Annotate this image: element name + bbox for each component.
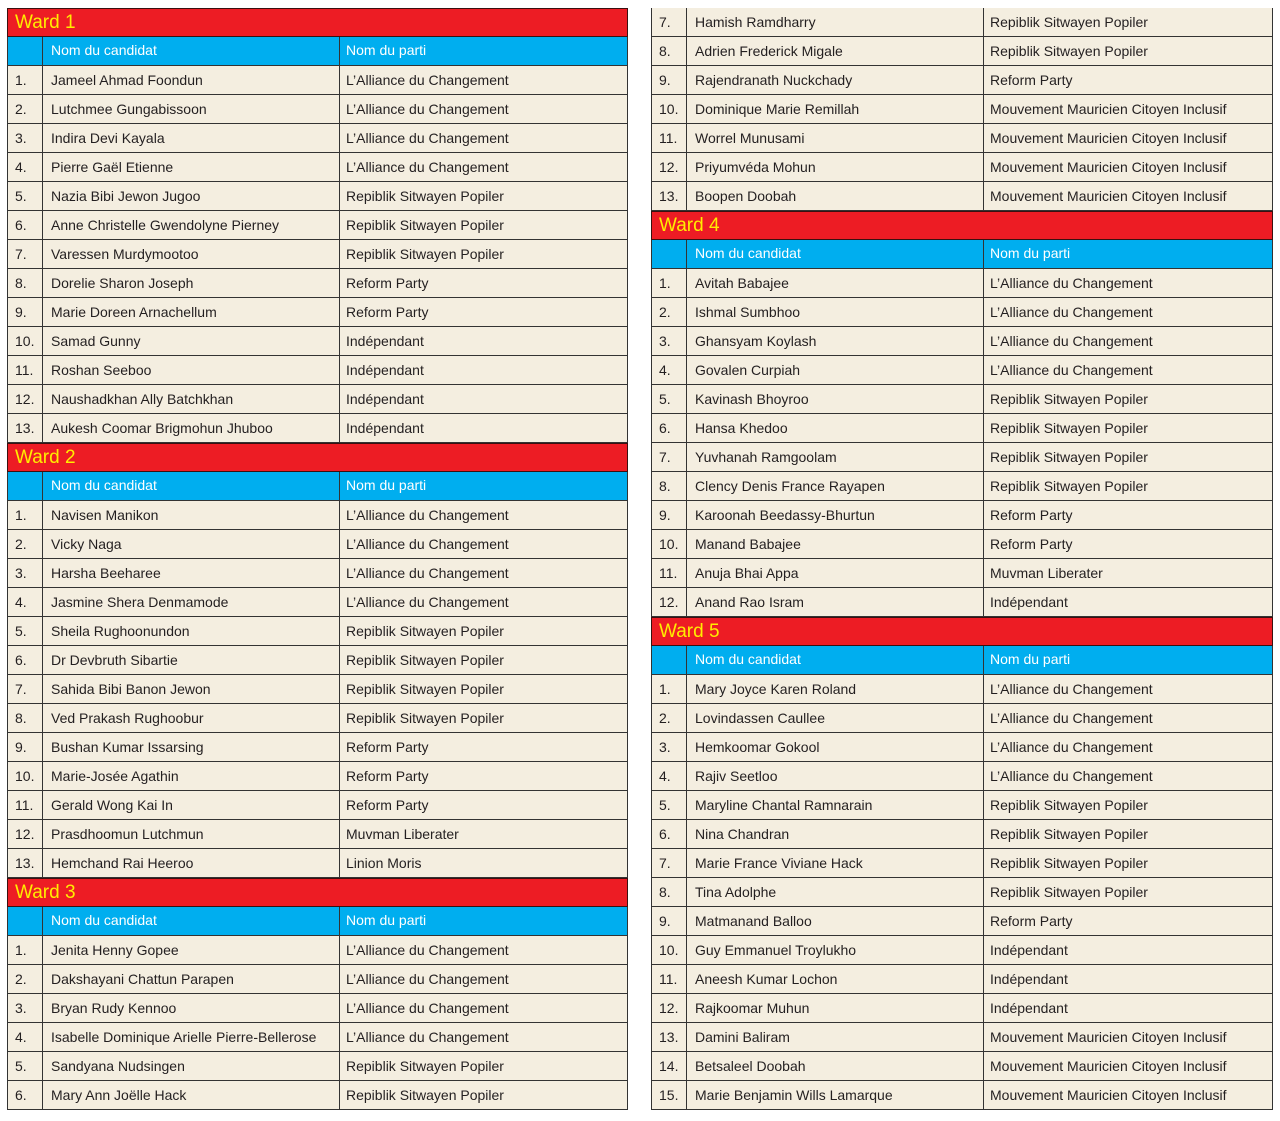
candidate-name: Guy Emmanuel Troylukho <box>687 936 984 964</box>
party-name: L’Alliance du Changement <box>346 942 509 958</box>
table-row <box>7 385 628 414</box>
party-name: L’Alliance du Changement <box>346 72 509 88</box>
candidate-name: Jenita Henny Gopee <box>43 936 340 964</box>
row-number: 10. <box>652 95 687 123</box>
candidate-name: Lovindassen Caullee <box>687 704 984 732</box>
party-name: Mouvement Mauricien Citoyen Inclusif <box>990 130 1227 146</box>
row-number: 9. <box>652 66 687 94</box>
party-name: L’Alliance du Changement <box>990 304 1153 320</box>
row-number: 13. <box>652 1023 687 1051</box>
row-number: 6. <box>652 414 687 442</box>
row-number: 9. <box>8 733 43 761</box>
candidate-name: Rajkoomar Muhun <box>687 994 984 1022</box>
row-number: 10. <box>652 530 687 558</box>
candidate-name: Naushadkhan Ally Batchkhan <box>43 385 340 413</box>
party-name: Repiblik Sitwayen Popiler <box>346 217 504 233</box>
row-number: 6. <box>8 1081 43 1109</box>
header-number-cell <box>652 646 687 674</box>
party-name: Repiblik Sitwayen Popiler <box>346 188 504 204</box>
party-name: Mouvement Mauricien Citoyen Inclusif <box>990 101 1227 117</box>
row-number: 12. <box>652 588 687 616</box>
candidate-name: Boopen Doobah <box>687 182 984 210</box>
ward-title: Ward 5 <box>651 617 1273 646</box>
candidate-name: Samad Gunny <box>43 327 340 355</box>
row-number: 8. <box>652 37 687 65</box>
candidate-name: Dr Devbruth Sibartie <box>43 646 340 674</box>
row-number: 10. <box>652 936 687 964</box>
header-candidate-name: Nom du candidat <box>687 646 984 674</box>
row-number: 5. <box>8 182 43 210</box>
row-number: 5. <box>8 1052 43 1080</box>
row-number: 10. <box>8 762 43 790</box>
row-number: 8. <box>652 472 687 500</box>
row-number: 7. <box>652 443 687 471</box>
party-name: L’Alliance du Changement <box>990 275 1153 291</box>
table-row <box>7 124 628 153</box>
candidate-name: Tina Adolphe <box>687 878 984 906</box>
table-row <box>7 617 628 646</box>
table-row <box>651 936 1273 965</box>
candidate-name: Mary Joyce Karen Roland <box>687 675 984 703</box>
party-name: Repiblik Sitwayen Popiler <box>346 246 504 262</box>
party-name: L’Alliance du Changement <box>346 1029 509 1045</box>
row-number: 7. <box>652 849 687 877</box>
ward-title: Ward 4 <box>651 211 1273 240</box>
party-name: Repiblik Sitwayen Popiler <box>990 797 1148 813</box>
candidate-name: Lutchmee Gungabissoon <box>43 95 340 123</box>
candidate-name: Jameel Ahmad Foondun <box>43 66 340 94</box>
party-name: L’Alliance du Changement <box>346 1000 509 1016</box>
table-row <box>7 211 628 240</box>
party-name: L’Alliance du Changement <box>990 739 1153 755</box>
ward-title: Ward 3 <box>7 878 628 907</box>
candidate-name: Anand Rao Isram <box>687 588 984 616</box>
table-row <box>7 530 628 559</box>
row-number: 11. <box>652 559 687 587</box>
candidate-name: Dominique Marie Remillah <box>687 95 984 123</box>
header-candidate-name: Nom du candidat <box>43 37 340 65</box>
table-row <box>7 66 628 95</box>
row-number: 14. <box>652 1052 687 1080</box>
row-number: 7. <box>8 675 43 703</box>
row-number: 12. <box>652 153 687 181</box>
party-name: Repiblik Sitwayen Popiler <box>990 478 1148 494</box>
party-name: Repiblik Sitwayen Popiler <box>990 826 1148 842</box>
table-row <box>7 704 628 733</box>
party-name: L’Alliance du Changement <box>346 101 509 117</box>
party-name: L’Alliance du Changement <box>346 159 509 175</box>
row-number: 12. <box>652 994 687 1022</box>
row-number: 5. <box>8 617 43 645</box>
candidate-name: Nazia Bibi Jewon Jugoo <box>43 182 340 210</box>
row-number: 13. <box>652 182 687 210</box>
table-row <box>651 66 1273 95</box>
header-party-name: Nom du parti <box>346 42 427 58</box>
party-name: Indépendant <box>990 1000 1068 1016</box>
candidate-name: Marie Benjamin Wills Lamarque <box>687 1081 984 1109</box>
table-row <box>7 675 628 704</box>
party-name: Reform Party <box>346 768 429 784</box>
row-number: 2. <box>8 530 43 558</box>
row-number: 8. <box>652 878 687 906</box>
row-number: 3. <box>8 994 43 1022</box>
header-candidate-name: Nom du candidat <box>687 240 984 268</box>
column-headers <box>7 37 628 66</box>
table-row <box>651 559 1273 588</box>
candidate-name: Sandyana Nudsingen <box>43 1052 340 1080</box>
row-number: 11. <box>8 791 43 819</box>
table-row <box>7 1023 628 1052</box>
row-number: 5. <box>652 791 687 819</box>
table-row <box>651 878 1273 907</box>
party-name: Repiblik Sitwayen Popiler <box>346 652 504 668</box>
header-party-name: Nom du parti <box>346 477 427 493</box>
candidate-name: Hemkoomar Gokool <box>687 733 984 761</box>
table-row <box>7 414 628 443</box>
party-name: Reform Party <box>346 275 429 291</box>
candidate-name: Sheila Rughoonundon <box>43 617 340 645</box>
row-number: 4. <box>652 762 687 790</box>
table-row <box>651 849 1273 878</box>
table-row <box>7 733 628 762</box>
row-number: 9. <box>8 298 43 326</box>
candidate-name: Adrien Frederick Migale <box>687 37 984 65</box>
party-name: L’Alliance du Changement <box>346 594 509 610</box>
candidate-name: Jasmine Shera Denmamode <box>43 588 340 616</box>
row-number: 4. <box>8 1023 43 1051</box>
table-row <box>7 1081 628 1110</box>
ward-title: Ward 2 <box>7 443 628 472</box>
table-row <box>651 820 1273 849</box>
candidate-name: Dakshayani Chattun Parapen <box>43 965 340 993</box>
row-number: 2. <box>652 298 687 326</box>
table-row <box>651 327 1273 356</box>
table-row <box>651 124 1273 153</box>
party-name: Indépendant <box>346 362 424 378</box>
party-name: L’Alliance du Changement <box>346 130 509 146</box>
table-row <box>651 733 1273 762</box>
party-name: Indépendant <box>990 942 1068 958</box>
party-name: Reform Party <box>346 739 429 755</box>
table-row <box>651 298 1273 327</box>
table-row <box>7 240 628 269</box>
party-name: Indépendant <box>346 333 424 349</box>
table-row <box>7 1052 628 1081</box>
party-name: Reform Party <box>990 536 1073 552</box>
table-row <box>7 820 628 849</box>
table-row <box>651 965 1273 994</box>
party-name: Linion Moris <box>346 855 422 871</box>
table-row <box>651 472 1273 501</box>
row-number: 12. <box>8 820 43 848</box>
table-row <box>7 269 628 298</box>
candidate-name: Avitah Babajee <box>687 269 984 297</box>
table-row <box>7 936 628 965</box>
party-name: Muvman Liberater <box>346 826 459 842</box>
row-number: 4. <box>652 356 687 384</box>
party-name: Repiblik Sitwayen Popiler <box>990 14 1148 30</box>
candidate-name: Harsha Beeharee <box>43 559 340 587</box>
table-row <box>651 907 1273 936</box>
header-candidate-name: Nom du candidat <box>43 472 340 500</box>
header-party-name: Nom du parti <box>990 245 1071 261</box>
table-row <box>7 356 628 385</box>
party-name: Repiblik Sitwayen Popiler <box>346 623 504 639</box>
row-number: 15. <box>652 1081 687 1109</box>
table-row <box>7 588 628 617</box>
party-name: Indépendant <box>346 420 424 436</box>
table-row <box>7 965 628 994</box>
party-name: Reform Party <box>346 304 429 320</box>
candidate-name: Anuja Bhai Appa <box>687 559 984 587</box>
candidate-name: Worrel Munusami <box>687 124 984 152</box>
row-number: 6. <box>652 820 687 848</box>
column-headers <box>651 646 1273 675</box>
table-row <box>7 791 628 820</box>
candidate-name: Indira Devi Kayala <box>43 124 340 152</box>
row-number: 8. <box>8 269 43 297</box>
header-number-cell <box>652 240 687 268</box>
candidate-name: Bryan Rudy Kennoo <box>43 994 340 1022</box>
party-name: L’Alliance du Changement <box>990 710 1153 726</box>
row-number: 1. <box>8 936 43 964</box>
candidate-name: Isabelle Dominique Arielle Pierre-Bellerose <box>43 1023 340 1051</box>
candidate-name: Govalen Curpiah <box>687 356 984 384</box>
table-row <box>7 327 628 356</box>
candidate-name: Damini Baliram <box>687 1023 984 1051</box>
table-row <box>651 443 1273 472</box>
column-headers <box>651 240 1273 269</box>
candidate-name: Marie-Josée Agathin <box>43 762 340 790</box>
party-name: L’Alliance du Changement <box>990 333 1153 349</box>
candidate-name: Sahida Bibi Banon Jewon <box>43 675 340 703</box>
party-name: Repiblik Sitwayen Popiler <box>346 681 504 697</box>
header-number-cell <box>8 907 43 935</box>
header-party-name: Nom du parti <box>990 651 1071 667</box>
table-row <box>7 559 628 588</box>
table-row <box>651 153 1273 182</box>
table-row <box>651 95 1273 124</box>
row-number: 12. <box>8 385 43 413</box>
table-row <box>7 849 628 878</box>
column-headers <box>7 472 628 501</box>
party-name: L’Alliance du Changement <box>990 362 1153 378</box>
candidate-name: Matmanand Balloo <box>687 907 984 935</box>
candidate-name: Roshan Seeboo <box>43 356 340 384</box>
table-row <box>651 675 1273 704</box>
candidate-name: Manand Babajee <box>687 530 984 558</box>
party-name: Indépendant <box>990 971 1068 987</box>
candidate-name: Bushan Kumar Issarsing <box>43 733 340 761</box>
candidate-name: Varessen Murdymootoo <box>43 240 340 268</box>
table-row <box>7 646 628 675</box>
table-row <box>651 182 1273 211</box>
party-name: Mouvement Mauricien Citoyen Inclusif <box>990 1087 1227 1103</box>
candidate-name: Vicky Naga <box>43 530 340 558</box>
table-row <box>7 153 628 182</box>
party-name: L’Alliance du Changement <box>990 768 1153 784</box>
row-number: 9. <box>652 907 687 935</box>
row-number: 8. <box>8 704 43 732</box>
row-number: 10. <box>8 327 43 355</box>
party-name: Mouvement Mauricien Citoyen Inclusif <box>990 159 1227 175</box>
row-number: 2. <box>8 965 43 993</box>
candidate-name: Clency Denis France Rayapen <box>687 472 984 500</box>
candidate-name: Kavinash Bhoyroo <box>687 385 984 413</box>
row-number: 2. <box>8 95 43 123</box>
table-row <box>651 1052 1273 1081</box>
row-number: 7. <box>652 8 687 36</box>
candidate-name: Marie France Viviane Hack <box>687 849 984 877</box>
candidate-name: Gerald Wong Kai In <box>43 791 340 819</box>
left-column <box>7 8 628 1110</box>
table-row <box>7 95 628 124</box>
party-name: Indépendant <box>346 391 424 407</box>
row-number: 2. <box>652 704 687 732</box>
party-name: Reform Party <box>346 797 429 813</box>
party-name: Repiblik Sitwayen Popiler <box>346 710 504 726</box>
party-name: Repiblik Sitwayen Popiler <box>346 1058 504 1074</box>
candidate-name: Rajendranath Nuckchady <box>687 66 984 94</box>
party-name: Repiblik Sitwayen Popiler <box>990 391 1148 407</box>
table-row <box>651 588 1273 617</box>
row-number: 4. <box>8 588 43 616</box>
row-number: 6. <box>8 646 43 674</box>
row-number: 1. <box>8 501 43 529</box>
party-name: Indépendant <box>990 594 1068 610</box>
row-number: 13. <box>8 849 43 877</box>
candidate-name: Pierre Gaël Etienne <box>43 153 340 181</box>
table-row <box>651 791 1273 820</box>
row-number: 11. <box>8 356 43 384</box>
candidate-name: Maryline Chantal Ramnarain <box>687 791 984 819</box>
header-party-name: Nom du parti <box>346 912 427 928</box>
candidate-name: Hemchand Rai Heeroo <box>43 849 340 877</box>
table-row <box>7 182 628 211</box>
party-name: L’Alliance du Changement <box>346 971 509 987</box>
candidate-name: Navisen Manikon <box>43 501 340 529</box>
party-name: Reform Party <box>990 507 1073 523</box>
candidate-name: Marie Doreen Arnachellum <box>43 298 340 326</box>
party-name: L’Alliance du Changement <box>346 507 509 523</box>
party-name: L’Alliance du Changement <box>990 681 1153 697</box>
candidate-name: Aukesh Coomar Brigmohun Jhuboo <box>43 414 340 442</box>
row-number: 11. <box>652 124 687 152</box>
candidate-name: Ved Prakash Rughoobur <box>43 704 340 732</box>
table-row <box>651 501 1273 530</box>
candidate-name: Aneesh Kumar Lochon <box>687 965 984 993</box>
party-name: L’Alliance du Changement <box>346 565 509 581</box>
table-row <box>7 762 628 791</box>
table-row <box>7 501 628 530</box>
candidate-name: Dorelie Sharon Joseph <box>43 269 340 297</box>
header-number-cell <box>8 472 43 500</box>
candidate-name: Yuvhanah Ramgoolam <box>687 443 984 471</box>
party-name: Repiblik Sitwayen Popiler <box>990 449 1148 465</box>
row-number: 3. <box>8 124 43 152</box>
row-number: 3. <box>652 733 687 761</box>
party-name: Repiblik Sitwayen Popiler <box>990 884 1148 900</box>
table-row <box>651 994 1273 1023</box>
table-row <box>7 298 628 327</box>
party-name: Reform Party <box>990 913 1073 929</box>
header-candidate-name: Nom du candidat <box>43 907 340 935</box>
party-name: Mouvement Mauricien Citoyen Inclusif <box>990 1058 1227 1074</box>
party-name: Mouvement Mauricien Citoyen Inclusif <box>990 1029 1227 1045</box>
party-name: Repiblik Sitwayen Popiler <box>990 420 1148 436</box>
table-row <box>651 530 1273 559</box>
candidate-name: Anne Christelle Gwendolyne Pierney <box>43 211 340 239</box>
party-name: L’Alliance du Changement <box>346 536 509 552</box>
table-row <box>651 762 1273 791</box>
row-number: 9. <box>652 501 687 529</box>
candidate-name: Rajiv Seetloo <box>687 762 984 790</box>
table-row <box>651 356 1273 385</box>
row-number: 6. <box>8 211 43 239</box>
table-row <box>651 269 1273 298</box>
table-row <box>651 704 1273 733</box>
party-name: Mouvement Mauricien Citoyen Inclusif <box>990 188 1227 204</box>
candidate-name: Prasdhoomun Lutchmun <box>43 820 340 848</box>
row-number: 13. <box>8 414 43 442</box>
column-headers <box>7 907 628 936</box>
party-name: Repiblik Sitwayen Popiler <box>346 1087 504 1103</box>
party-name: Repiblik Sitwayen Popiler <box>990 43 1148 59</box>
row-number: 1. <box>8 66 43 94</box>
row-number: 1. <box>652 675 687 703</box>
header-number-cell <box>8 37 43 65</box>
row-number: 11. <box>652 965 687 993</box>
row-number: 3. <box>652 327 687 355</box>
candidate-name: Ghansyam Koylash <box>687 327 984 355</box>
table-row <box>651 1081 1273 1110</box>
candidate-name: Hamish Ramdharry <box>687 8 984 36</box>
candidate-name: Mary Ann Joëlle Hack <box>43 1081 340 1109</box>
candidate-name: Priyumvéda Mohun <box>687 153 984 181</box>
party-name: Reform Party <box>990 72 1073 88</box>
ward-title: Ward 1 <box>7 8 628 37</box>
candidate-name: Betsaleel Doobah <box>687 1052 984 1080</box>
candidate-name: Karoonah Beedassy-Bhurtun <box>687 501 984 529</box>
table-row <box>651 414 1273 443</box>
row-number: 7. <box>8 240 43 268</box>
table-row <box>651 385 1273 414</box>
table-row <box>651 8 1273 37</box>
table-row <box>7 994 628 1023</box>
row-number: 5. <box>652 385 687 413</box>
party-name: Repiblik Sitwayen Popiler <box>990 855 1148 871</box>
candidate-name: Ishmal Sumbhoo <box>687 298 984 326</box>
table-row <box>651 37 1273 66</box>
table-row <box>651 1023 1273 1052</box>
candidate-name: Nina Chandran <box>687 820 984 848</box>
row-number: 4. <box>8 153 43 181</box>
row-number: 1. <box>652 269 687 297</box>
candidate-name: Hansa Khedoo <box>687 414 984 442</box>
row-number: 3. <box>8 559 43 587</box>
party-name: Muvman Liberater <box>990 565 1103 581</box>
right-column <box>651 8 1273 1110</box>
